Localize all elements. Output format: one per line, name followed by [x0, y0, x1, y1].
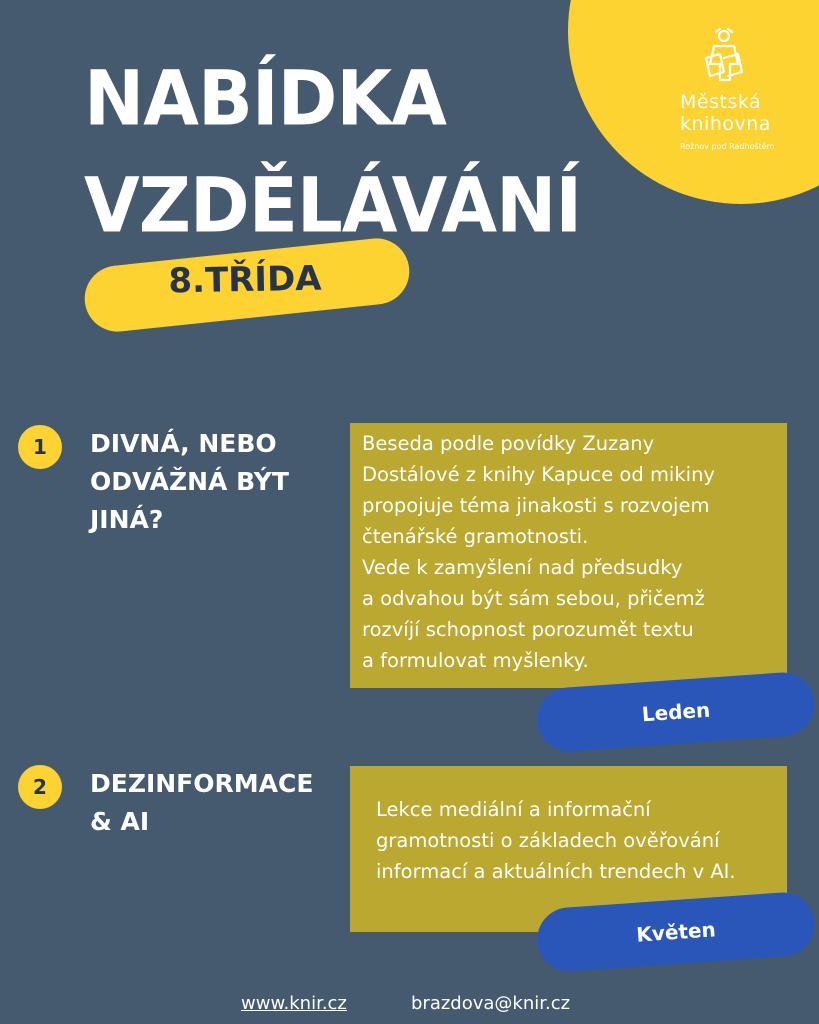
item-heading-line: DEZINFORMACE	[90, 769, 314, 798]
grade-label: 8.TŘÍDA	[168, 258, 322, 302]
description-line: informací a aktuálních trendech v AI.	[376, 860, 736, 883]
description-line: Lekce mediální a informační	[376, 798, 651, 821]
description-line: a odvahou být sám sebou, přičemž	[362, 587, 705, 610]
item-heading-line: JINÁ?	[90, 505, 164, 534]
logo-line-1: Městská	[680, 91, 762, 113]
item-description	[362, 428, 782, 676]
month-badge: Leden	[535, 670, 817, 753]
item-heading-line: ODVÁŽNÁ BÝT	[90, 467, 289, 496]
item-heading	[90, 765, 313, 841]
month-badge: Květen	[535, 890, 817, 973]
item-number-badge: 2	[18, 765, 62, 809]
item-heading-line: DIVNÁ, NEBO	[90, 429, 277, 458]
item-description	[376, 794, 786, 887]
logo-subtitle: Rožnov pod Radhoštěm	[680, 142, 775, 151]
page-title-line-1: NABÍDKA	[84, 53, 446, 143]
description-line: čtenářské gramotnosti.	[362, 525, 589, 548]
description-line: a formulovat myšlenky.	[362, 649, 589, 672]
reader-figure-icon	[700, 28, 748, 86]
description-line: Dostálové z knihy Kapuce od mikiny	[362, 463, 715, 486]
item-description-box	[350, 423, 787, 688]
website-link[interactable]: www.knir.cz	[241, 993, 347, 1014]
logo-line-2: knihovna	[680, 113, 771, 135]
description-line: rozvíjí schopnost porozumět textu	[362, 618, 694, 641]
item-heading-line: & AI	[90, 807, 150, 836]
page-title-line-2: VZDĚLÁVÁNÍ	[84, 160, 582, 250]
description-line: propojuje téma jinakosti s rozvojem	[362, 494, 710, 517]
email-link[interactable]: brazdova@knir.cz	[411, 993, 571, 1014]
description-line: gramotnosti o základech ověřování	[376, 829, 720, 852]
description-line: Vede k zamyšlení nad předsudky	[362, 556, 683, 579]
description-line: Beseda podle povídky Zuzany	[362, 432, 655, 455]
item-heading	[90, 425, 289, 539]
item-number-badge: 1	[18, 425, 62, 469]
